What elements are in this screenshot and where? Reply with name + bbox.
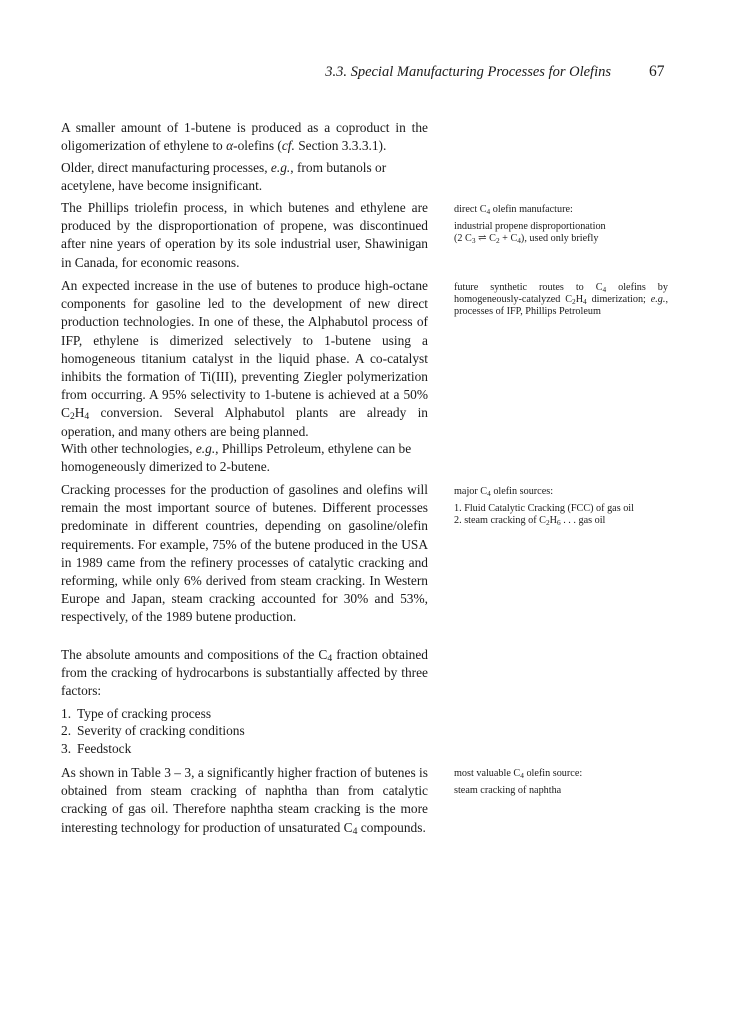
margin-note-synthetic-routes: future synthetic routes to $C_4$ olefins by homogeneously-catalyzed $C_2H_4$ dimerization; e.g., processes of IFP, Phillips Petroleum [454, 282, 668, 317]
paragraph-6: Cracking processes for the production of gasolines and olefins will remain the most important source of butenes. Different processes predominate in different countries, depending on gasoline/olefin requirements. For example, 75% of the butene produced in the USA in 1989 came from the refinery processes of catalytic cracking and reforming, while only 6% derived from steam cracking. In Western Europe and Japan, steam cracking accounted for 30% and 53%, respectively, of the 1989 butene production. [61, 482, 428, 625]
paragraph-5: With other technologies, e.g., Phillips Petroleum, ethylene can be homogeneously dimerized to 2-butene. [61, 441, 412, 475]
paragraph-2: Older, direct manufacturing processes, e.g., from butanols or acetylene, have become insignificant. [61, 160, 387, 194]
margin-note-valuable-source: most valuable $C_4$ olefin source: steam cracking of naphtha [454, 768, 583, 796]
paragraph-7: The absolute amounts and compositions of the $C_4$ fraction obtained from the cracking of hydrocarbons is substantially affected by three factors: [61, 647, 428, 699]
paragraph-1: A smaller amount of 1-butene is produced as a coproduct in the oligomerization of ethylene to α-olefins (cf. Section 3.3.3.1). [61, 120, 428, 154]
factor-list [61, 705, 428, 757]
page-header [0, 64, 729, 88]
running-title: 3.3. Special Manufacturing Processes for Olefins [325, 64, 611, 80]
paragraph-3: The Phillips triolefin process, in which butenes and ethylene are produced by the disproportionation of propene, was discontinued after nine years of operation by its sole industrial user, Shawinigan in Canada, for economic reasons. [61, 200, 428, 270]
page-number: 67 [649, 63, 665, 80]
list-item: 1. Type of cracking process [61, 706, 212, 721]
paragraph-8: As shown in Table 3 – 3, a significantly higher fraction of butenes is obtained from steam cracking of naphtha than from catalytic cracking of gas oil. Therefore naphtha steam cracking is the more interesting technology for production of unsaturated $C_4$ compounds. [61, 765, 428, 837]
margin-note-direct-manufacture: direct $C_4$ olefin manufacture: industrial propene disproportionation (2 $C_3$ ⇌ $C_2 + C_4$), used only briefly [454, 204, 606, 245]
margin-note-major-sources: major $C_4$ olefin sources: 1. Fluid Catalytic Cracking (FCC) of gas oil 2. steam cracking of $C_2H_6$ . . . gas oil [454, 486, 634, 527]
list-item: 3. Feedstock [61, 740, 132, 756]
list-item: 2. Severity of cracking conditions [61, 723, 245, 739]
paragraph-4: An expected increase in the use of butenes to produce high-octane components for gasoline led to the development of new direct production technologies. In one of these, the Alphabutol process of IFP, ethylene is dimerized selectively to 1-butene using a homogeneous titanium catalyst in the liquid phase. A co-catalyst inhibits the formation of Ti(III), preventing Ziegler polymerization from occurring. A 95% selectivity to 1-butene is achieved at a 50% $C_2H_4$ conversion. Several Alphabutol plants are already in operation, and many others are being planned. [61, 278, 428, 439]
